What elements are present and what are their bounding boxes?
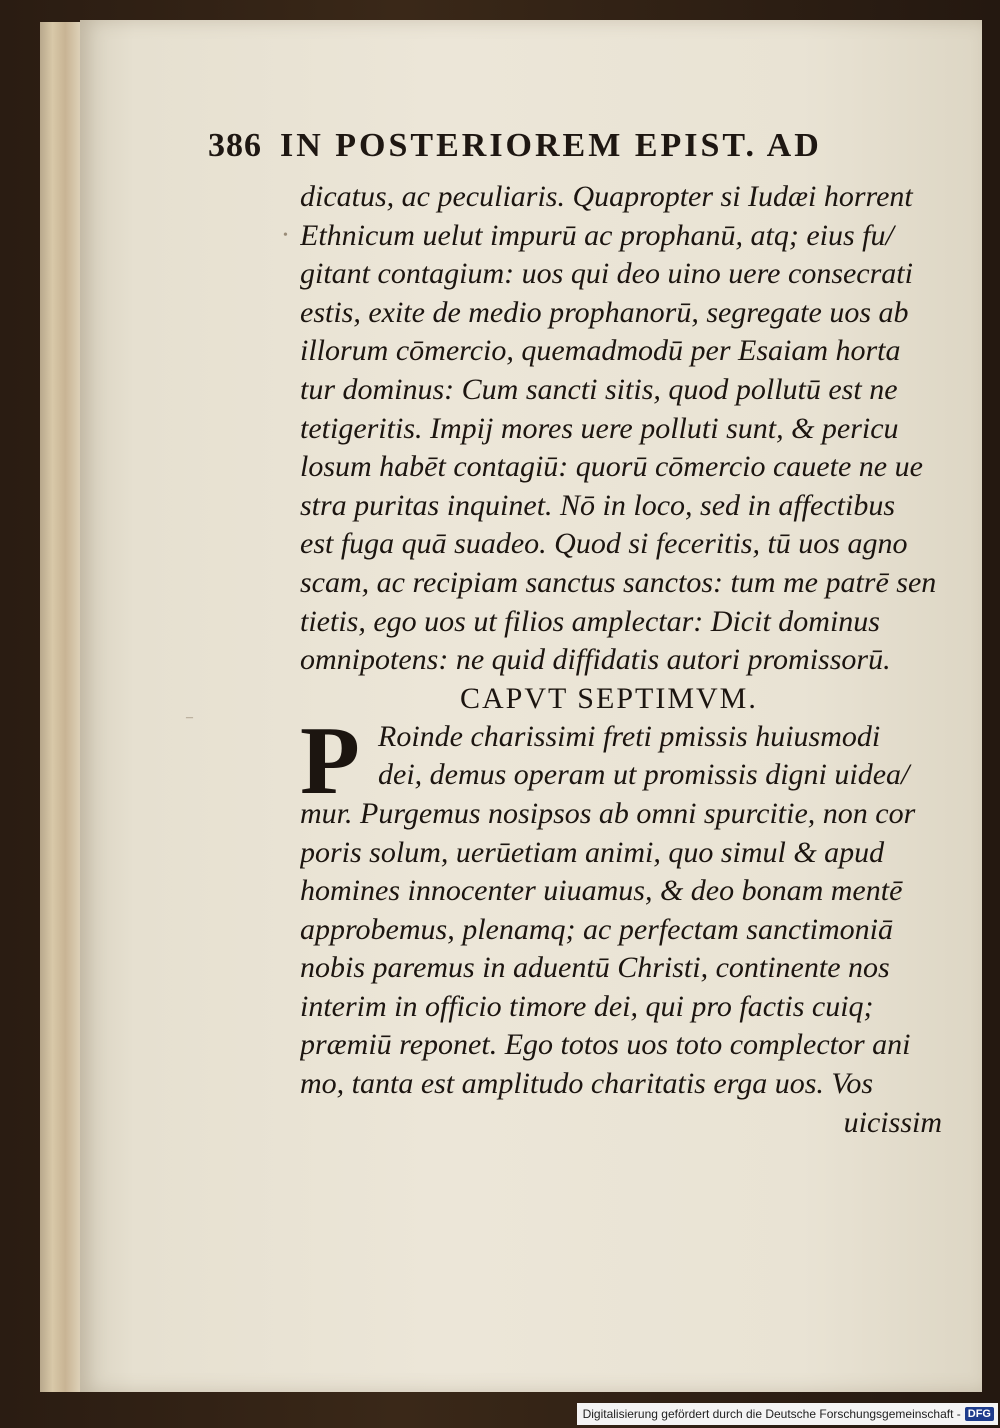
text-line: estis, exite de medio prophanorū, segregate uos ab: [300, 295, 909, 329]
text-line: dicatus, ac peculiaris. Quapropter si Iudæi horrent: [300, 180, 913, 213]
digitization-footer: [577, 1403, 998, 1425]
dfg-logo: DFG: [965, 1407, 994, 1421]
text-line: scam, ac recipiam sanctus sanctos: tum me patrē sen: [300, 565, 937, 599]
body-lines-before: [300, 178, 950, 680]
catchword: uicissim: [843, 1105, 942, 1139]
drop-cap: P: [300, 706, 360, 815]
text-line: dei, demus operam ut promissis digni uidea/: [378, 758, 910, 792]
body-lines-after: [300, 795, 950, 1104]
text-line: illorum cōmercio, quemadmodū per Esaiam horta: [300, 334, 901, 368]
page-edge: [40, 22, 83, 1392]
running-head: IN POSTERIOREM EPIST. AD: [280, 127, 822, 164]
text-line: mur. Purgemus nosipsos ab omni spurcitie, non cor: [300, 796, 916, 830]
text-line: præmiū reponet. Ego totos uos toto complector ani: [300, 1028, 911, 1062]
page-number: 386: [208, 127, 262, 164]
text-line: tur dominus: Cum sancti sitis, quod pollutū est ne: [300, 372, 898, 406]
text-line: est fuga quā suadeo. Quod si feceritis, tū uos agno: [300, 527, 908, 561]
text-line: losum habēt contagiū: quorū cōmercio cauete ne ue: [300, 450, 923, 484]
text-line: mo, tanta est amplitudo charitatis erga uos. Vos: [300, 1067, 874, 1101]
text-line: Roinde charissimi freti pmissis huiusmodi: [378, 719, 881, 753]
margin-dash: –: [186, 710, 193, 725]
page-header: [208, 124, 948, 168]
text-line: Ethnicum uelut impurū ac prophanū, atq; eius fu/: [300, 218, 894, 252]
text-line: tietis, ego uos ut filios amplectar: Dicit dominus: [300, 604, 880, 638]
text-line: interim in officio timore dei, qui pro factis cuiq;: [300, 989, 874, 1023]
drop-cap-lines: [300, 718, 950, 795]
chapter-heading: CAPVT SEPTIMVM.: [460, 681, 758, 715]
footer-credit: Digitalisierung gefördert durch die Deutsche Forschungsgemeinschaft -: [582, 1407, 961, 1421]
text-line: approbemus, plenamq; ac perfectam sanctimoniā: [300, 912, 893, 946]
text-line: nobis paremus in aduentū Christi, continente nos: [300, 951, 890, 985]
text-line: homines innocenter uiuamus, & deo bonam mentē: [300, 874, 903, 908]
text-line: tetigeritis. Impij mores uere polluti sunt, & pericu: [300, 411, 899, 445]
text-line: omnipotens: ne quid diffidatis autori promissorū.: [300, 643, 891, 677]
text-line: gitant contagium: uos qui deo uino uere consecrati: [300, 257, 913, 291]
margin-dot: •: [283, 228, 288, 243]
text-line: poris solum, uerūetiam animi, quo simul & apud: [300, 835, 885, 869]
text-line: stra puritas inquinet. Nō in loco, sed in affectibus: [300, 488, 895, 522]
text-block: [300, 178, 950, 1142]
